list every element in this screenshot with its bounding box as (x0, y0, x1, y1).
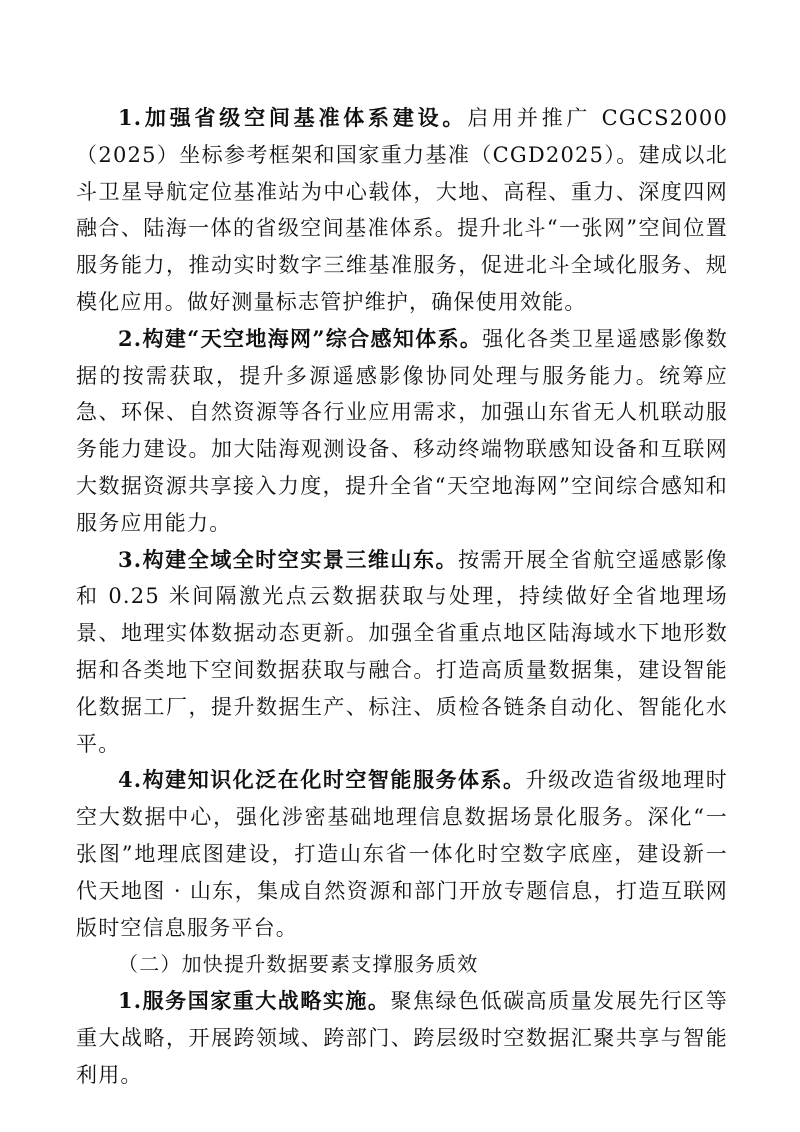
paragraph-text: 按需开展全省航空遥感影像和 0.25 米间隔激光点云数据获取与处理，持续做好全省地理场景、地理实体数据动态更新。加强全省重点地区陆海域水下地形数据和各类地下空间数据获取与融合。打造高质量数据集，建设智能化数据工厂，提升数据生产、标注、质检各链条自动化、智能化水平。 (76, 547, 728, 756)
paragraph-spatial-reference (76, 100, 728, 321)
paragraph-lead: 1.服务国家重大战略实施。 (118, 988, 391, 1014)
paragraph-realscene-3d (76, 542, 728, 763)
paragraph-intelligent-service (76, 762, 728, 946)
paragraph-text: 升级改造省级地理时空大数据中心，强化涉密基础地理信息数据场景化服务。深化“一张图”地理底图建设，打造山东省一体化时空数字底座，建设新一代天地图 · 山东，集成自然资源和部门开放专题信息，打造互联网版时空信息服务平台。 (76, 768, 728, 940)
section-heading: （二）加快提升数据要素支撑服务质效 (118, 952, 479, 977)
paragraph-lead: 4.构建知识化泛在化时空智能服务体系。 (118, 767, 526, 793)
paragraph-perception-system (76, 321, 728, 542)
paragraph-text: 启用并推广 CGCS2000（2025）坐标参考框架和国家重力基准（CGD2025）。建成以北斗卫星导航定位基准站为中心载体，大地、高程、重力、深度四网融合、陆海一体的省级空间基准体系。提升北斗“一张网”空间位置服务能力，推动实时数字三维基准服务，促进北斗全域化服务、规模化应用。做好测量标志管护维护，确保使用效能。 (76, 106, 729, 314)
paragraph-lead: 1.加强省级空间基准体系建设。 (118, 105, 468, 130)
paragraph-national-strategy (76, 983, 728, 1093)
paragraph-text: 强化各类卫星遥感影像数据的按需获取，提升多源遥感影像协同处理与服务能力。统筹应急、环保、自然资源等各行业应用需求，加强山东省无人机联动服务能力建设。加大陆海观测设备、移动终端物联感知设备和互联网大数据资源共享接入力度，提升全省“天空地海网”空间综合感知和服务应用能力。 (76, 326, 729, 535)
paragraph-lead: 3.构建全域全时空实景三维山东。 (118, 546, 459, 572)
paragraph-lead: 2.构建“天空地海网”综合感知体系。 (118, 325, 483, 351)
document-body (76, 100, 728, 1094)
paragraph-text: 聚焦绿色低碳高质量发展先行区等重大战略，开展跨领域、跨部门、跨层级时空数据汇聚共享与智能利用。 (76, 989, 728, 1087)
